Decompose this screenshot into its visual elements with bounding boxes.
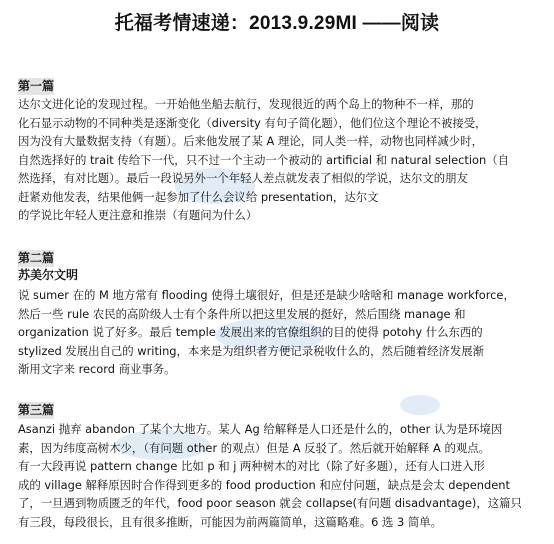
text-line: 因为没有大量数据支持（有题）。后来他发展了某 A 理论，同人类一样，动物也同样减少时， xyxy=(18,134,483,148)
section-heading-3: 第三篇 xyxy=(18,403,55,417)
text-line: 了，一旦遇到物质匮乏的年代，food poor season 就会 collapse(有问题 disadvantage)，这篇只 xyxy=(18,496,522,510)
text-line: 然选择，有对比题）。最后一段说另外一个年轻人差点就发表了相似的学说，达尔文的朋友 xyxy=(18,171,468,185)
text-line: 达尔文进化论的发现过程。一开始他坐船去航行，发现很近的两个岛上的物种不一样，那的 xyxy=(18,97,474,111)
text-line: 化石显示动物的不同种类是逐渐变化（diversity 有句子简化题），他们位这个理论不被接受， xyxy=(18,115,487,130)
text-line: organization 说了好多。最后 temple 发展出来的官僚组织的目的使得 potohy 什么东西的 xyxy=(18,325,483,339)
text-line: 成的 village 解释原因时合作得到更多的 food production 和应付问题，缺点是会太 dependent xyxy=(18,477,510,492)
section-heading-2: 第二篇 xyxy=(18,251,55,265)
section-2-subheading: 苏美尔文明 xyxy=(18,268,79,282)
text-line: 自然选择好的 trait 传给下一代，只不过一个主动一个被动的 artificial 和 natural selection（自 xyxy=(18,152,509,167)
text-line: 的学说比年轻人更注意和推崇（有题问为什么） xyxy=(18,208,258,222)
text-line: 有三段，每段很长，且有很多推断，可能因为前两篇简单，这篇略难。6 选 3 简单。 xyxy=(18,514,443,529)
watermark-blob xyxy=(400,395,440,415)
text-line: stylized 发展出自己的 writing，本来是为组织者方便记录税收什么的，然后随着经济发展渐 xyxy=(18,343,485,358)
text-line: 说 sumer 在的 M 地方常有 flooding 使得土壤很好，但是还是缺少啥啥和 manage workforce， xyxy=(18,288,515,302)
text-line: Asanzi 抛弃 abandon 了某个大地方。某人 Ag 给解释是人口还是什么的，other 认为是环境因 xyxy=(18,422,503,436)
text-line: 有一大段再说 pattern change 比如 p 和 j 两种树木的对比（除了好多题），还有人口进入形 xyxy=(18,459,485,473)
page-title: 托福考情速递：2013.9.29MI ——阅读 xyxy=(114,13,440,34)
section-3-body xyxy=(18,420,534,531)
text-line: 赶紧劝他发表，结果他俩一起参加了什么会议给 presentation，达尔文 xyxy=(18,189,379,204)
section-2-body xyxy=(18,286,534,379)
text-line: 然后一些 rule 农民的高阶级人士有个条件所以把这里发展的挺好，然后围绕 manage 和 xyxy=(18,306,466,321)
section-heading-1: 第一篇 xyxy=(18,79,55,93)
text-line: 素，因为纬度高树木少，（有问题 other 的观点）但是 A 反驳了。然后就开始解释 A 的观点。 xyxy=(18,440,491,455)
section-1-body xyxy=(18,95,534,225)
text-line: 渐用文字来 record 商业事务。 xyxy=(18,362,176,376)
